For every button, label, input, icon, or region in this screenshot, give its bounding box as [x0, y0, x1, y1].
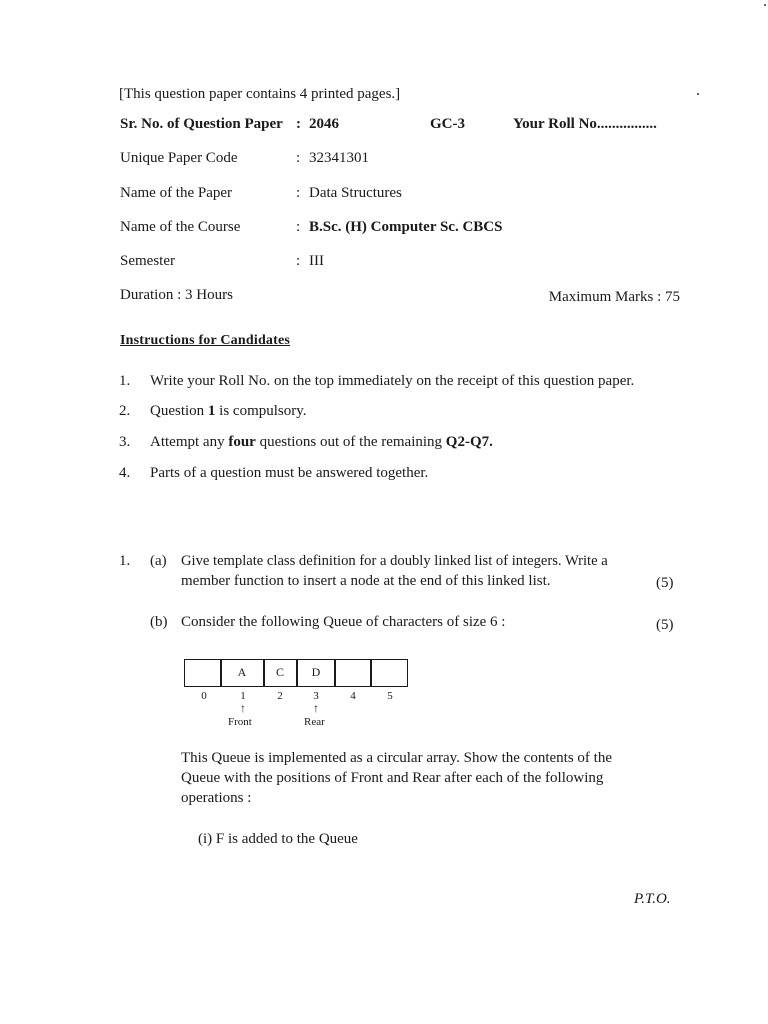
part-a-text-line2: member function to insert a node at the end of this linked list.: [181, 573, 551, 589]
sr-no-label: Sr. No. of Question Paper: [120, 116, 283, 132]
semester-label: Semester: [120, 253, 175, 269]
part-a-marks: (5): [656, 575, 674, 591]
queue-description-line1: This Queue is implemented as a circular array. Show the contents of the: [181, 750, 612, 766]
part-b-text: Consider the following Queue of characters of size 6 :: [181, 614, 506, 630]
roll-number-field: Your Roll No................: [513, 116, 657, 132]
semester-value: III: [309, 253, 324, 269]
queue-cell: C: [263, 659, 298, 687]
front-pointer-label: Front: [228, 716, 252, 728]
instruction-number: 3.: [119, 434, 131, 450]
upc-label: Unique Paper Code: [120, 150, 238, 166]
paper-group-code: GC-3: [430, 116, 465, 132]
paper-name-label: Name of the Paper: [120, 185, 233, 201]
paper-name-separator: :: [296, 185, 301, 201]
duration: Duration : 3 Hours: [120, 287, 233, 303]
queue-index: 1: [240, 690, 246, 702]
course-name-value: B.Sc. (H) Computer Sc. CBCS: [309, 219, 503, 235]
queue-index: 4: [350, 690, 356, 702]
course-name-label: Name of the Course: [120, 219, 241, 235]
instruction-text: Question 1 is compulsory.: [150, 403, 307, 419]
queue-cell: D: [296, 659, 336, 687]
queue-index: 5: [387, 690, 393, 702]
queue-index: 2: [277, 690, 283, 702]
paper-name-row: [120, 185, 680, 205]
instructions-heading: Instructions for Candidates: [120, 333, 291, 348]
part-b-marks: (5): [656, 617, 674, 633]
queue-index: 0: [201, 690, 207, 702]
scan-speck: [764, 4, 766, 6]
operation-i: (i) F is added to the Queue: [198, 831, 358, 847]
sr-no-separator: :: [296, 116, 301, 132]
instruction-text: Attempt any four questions out of the remaining Q2-Q7.: [150, 434, 493, 450]
queue-diagram: [184, 659, 408, 689]
part-b-label: (b): [150, 614, 168, 630]
queue-cell: A: [220, 659, 265, 687]
instruction-number: 4.: [119, 465, 131, 481]
part-a-label: (a): [150, 553, 167, 569]
instruction-text: Write your Roll No. on the top immediately on the receipt of this question paper.: [150, 373, 635, 389]
question-number: 1.: [119, 553, 131, 569]
sr-no-row: [120, 116, 680, 136]
upc-separator: :: [296, 150, 301, 166]
part-a-text-line1: Give template class definition for a doubly linked list of integers. Write a: [181, 553, 608, 569]
instruction-number: 1.: [119, 373, 131, 389]
page-count-note: [This question paper contains 4 printed pages.]: [119, 86, 401, 102]
queue-cell: [334, 659, 372, 687]
course-name-row: [120, 219, 680, 239]
queue-description-line3: operations :: [181, 790, 252, 806]
scan-speck: [697, 93, 699, 95]
paper-name-value: Data Structures: [309, 185, 402, 201]
front-arrow-icon: ↑: [240, 701, 246, 715]
sr-no-value: 2046: [309, 116, 339, 132]
unique-paper-code-row: [120, 150, 680, 170]
instruction-text: Parts of a question must be answered together.: [150, 465, 429, 481]
course-name-separator: :: [296, 219, 301, 235]
maximum-marks: Maximum Marks : 75: [548, 289, 680, 305]
queue-cell: [184, 659, 222, 687]
upc-value: 32341301: [309, 150, 369, 166]
queue-cell: [370, 659, 408, 687]
duration-row: [120, 287, 680, 307]
queue-index: 3: [313, 690, 319, 702]
rear-pointer-label: Rear: [304, 716, 325, 728]
page-turn-note: P.T.O.: [634, 891, 671, 907]
queue-description-line2: Queue with the positions of Front and Rear after each of the following: [181, 770, 604, 786]
semester-separator: :: [296, 253, 301, 269]
instruction-number: 2.: [119, 403, 131, 419]
semester-row: [120, 253, 680, 273]
rear-arrow-icon: ↑: [313, 701, 319, 715]
